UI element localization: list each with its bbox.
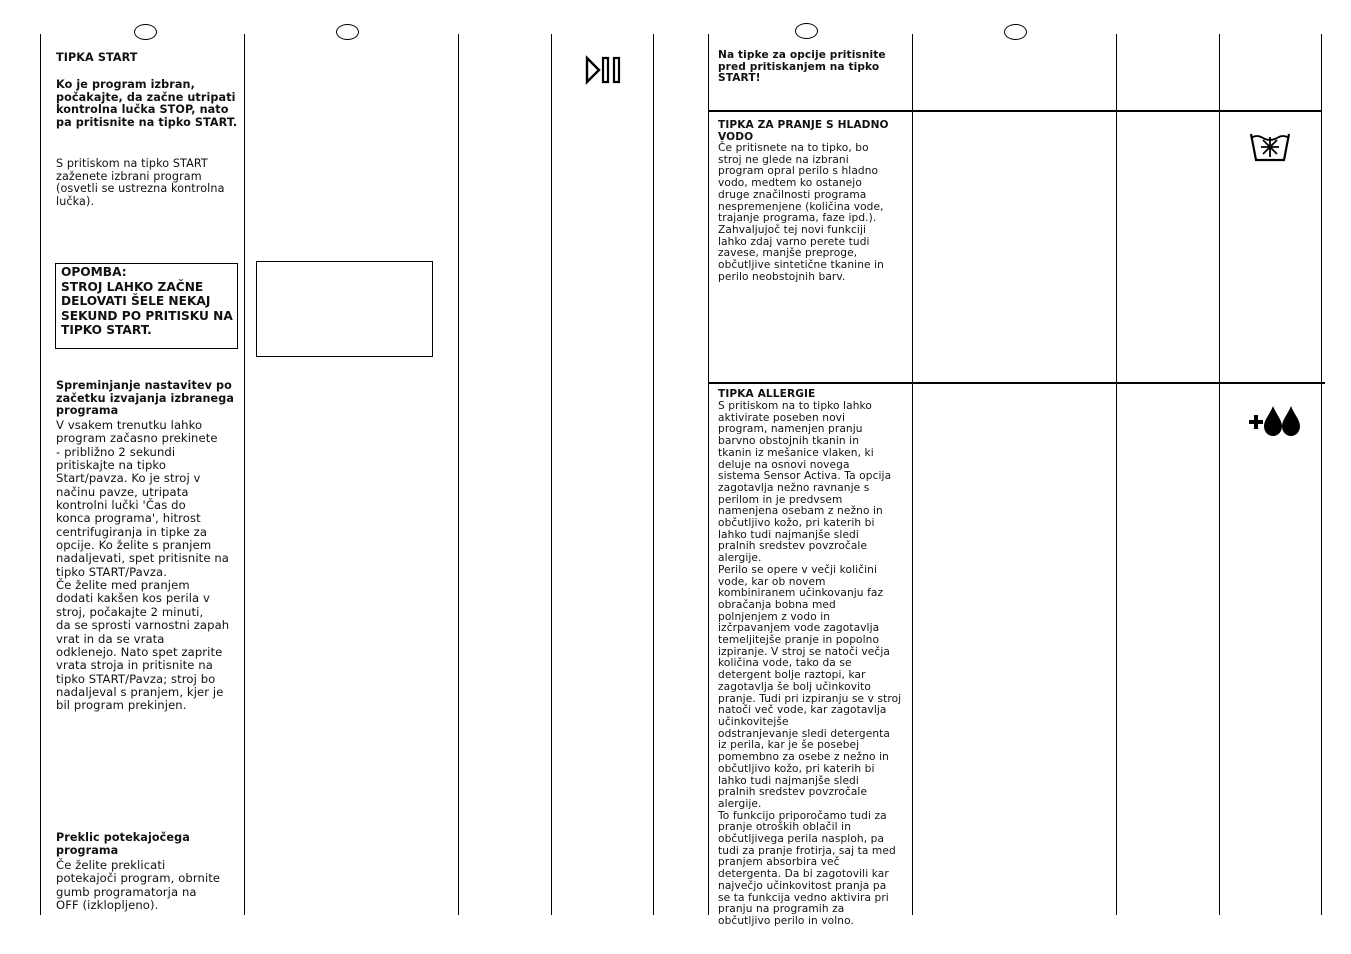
- column-divider: [1116, 34, 1117, 915]
- column-marker-oval: [134, 24, 157, 40]
- column-divider: [708, 34, 709, 915]
- start-intro: Ko je program izbran, počakajte, da začne utripati kontrolna lučka STOP, nato pa pritisnite na tipko START.: [56, 78, 238, 129]
- column-divider: [1219, 34, 1220, 915]
- plus-drops-icon: [1249, 404, 1301, 438]
- empty-box: [256, 261, 433, 357]
- column-divider: [458, 34, 459, 915]
- column-divider: [1321, 34, 1322, 915]
- start-body: S pritiskom na tipko START zaženete izbrani program (osvetli se ustrezna kontrolna lučka).: [56, 157, 225, 208]
- column-divider: [653, 34, 654, 915]
- cancel-body: Če želite preklicati potekajoči program, obrnite gumb programatorja na OFF (izklopljeno).: [56, 858, 221, 913]
- column-divider: [40, 34, 41, 915]
- column-marker-oval: [795, 23, 818, 39]
- section-divider: [708, 110, 1322, 112]
- play-pause-icon: [585, 56, 623, 84]
- cold-wash-icon: [1250, 132, 1290, 162]
- allergy-body: S pritiskom na to tipko lahko aktivirate poseben novi program, namenjen pranju barvno obstojnih tkanin in tkanin iz mešanice vlaken, ki deluje na osnovi novega sistema Sensor Activa. Ta opcija zagotavlja nežno ravnanje s perilom in je predvsem namenjena osebam z nežno in občutljivo kožo, pri katerih bi lahko tudi najmanjše sledi pralnih sredstev povzročale alergije. Perilo se opere v večji količini vode, kar ob novem kombiniranem učinkovanju faz obračanja bobna med polnjenjem z vodo in izčrpavanjem vode zagotavlja temeljitejše pranje in popolno izpiranje. V stroj se natoči večja količina vode, tako da se detergent bolje raztopi, kar zagotavlja še bolj učinkovito pranje. Tudi pri izpiranju se v stroj natoči več vode, kar zagotavlja učinkovitejše odstranjevanje sledi detergenta iz perila, kar je še posebej pomembno za osebe z nežno in občutljivo kožo, pri katerih bi lahko tudi najmanjše sledi pralnih sredstev povzročale alergije. To funkcijo priporočamo tudi za pranje otroških oblačil in občutljivega perila nasploh, pa tudi za pranje frotirja, saj ta med pranjem absorbira več detergenta. Da bi zagotovili kar največjo učinkovitost pranja pa se ta funkcija vedno aktivira pri pranju na programih za občutljivo perilo in volno.: [718, 400, 902, 927]
- change-heading: Spreminjanje nastavitev po začetku izvajanja izbranega programa: [56, 379, 234, 417]
- cancel-heading: Preklic potekajočega programa: [56, 831, 190, 857]
- column-divider: [244, 34, 245, 915]
- column-marker-oval: [1004, 24, 1027, 40]
- start-heading: TIPKA START: [56, 51, 138, 64]
- cold-wash-body: Če pritisnete na to tipko, bo stroj ne glede na izbrani program opral perilo s hladno vodo, medtem ko ostanejo druge značilnosti programa nespremenjene (količina vode, trajanje programa, faze ipd.). Zahvaljujoč tej novi funkciji lahko zdaj varno perete tudi zavese, manjše preproge, občutljive sintetične tkanine in perilo neobstojnih barv.: [718, 142, 884, 283]
- column-divider: [551, 34, 552, 915]
- column-marker-oval: [336, 24, 359, 40]
- options-note: Na tipke za opcije pritisnite pred pritiskanjem na tipko START!: [718, 49, 886, 85]
- section-divider: [708, 382, 1325, 384]
- allergy-heading: TIPKA ALLERGIE: [718, 388, 816, 400]
- change-body: V vsakem trenutku lahko program začasno prekinete - približno 2 sekundi pritiskajte na tipko Start/pavza. Ko je stroj v načinu pavze, utripata kontrolni lučki 'Čas do konca programa', hitrost centrifugiranja in tipke za opcije. Ko želite s pranjem nadaljevati, spet pritisnite na tipko START/Pavza. Če želite med pranjem dodati kakšen kos perila v stroj, počakajte 2 minuti, da se sprosti varnostni zapah vrat in da se vrata odklenejo. Nato spet zaprite vrata stroja in pritisnite na tipko START/Pavza; stroj bo nadaljeval s pranjem, kjer je bil program prekinjen.: [56, 418, 230, 713]
- cold-wash-heading: TIPKA ZA PRANJE S HLADNO VODO: [718, 119, 889, 143]
- note-text: OPOMBA: STROJ LAHKO ZAČNE DELOVATI ŠELE NEKAJ SEKUND PO PRITISKU NA TIPKO START.: [61, 265, 233, 338]
- note-box: [55, 263, 238, 349]
- column-divider: [912, 34, 913, 915]
